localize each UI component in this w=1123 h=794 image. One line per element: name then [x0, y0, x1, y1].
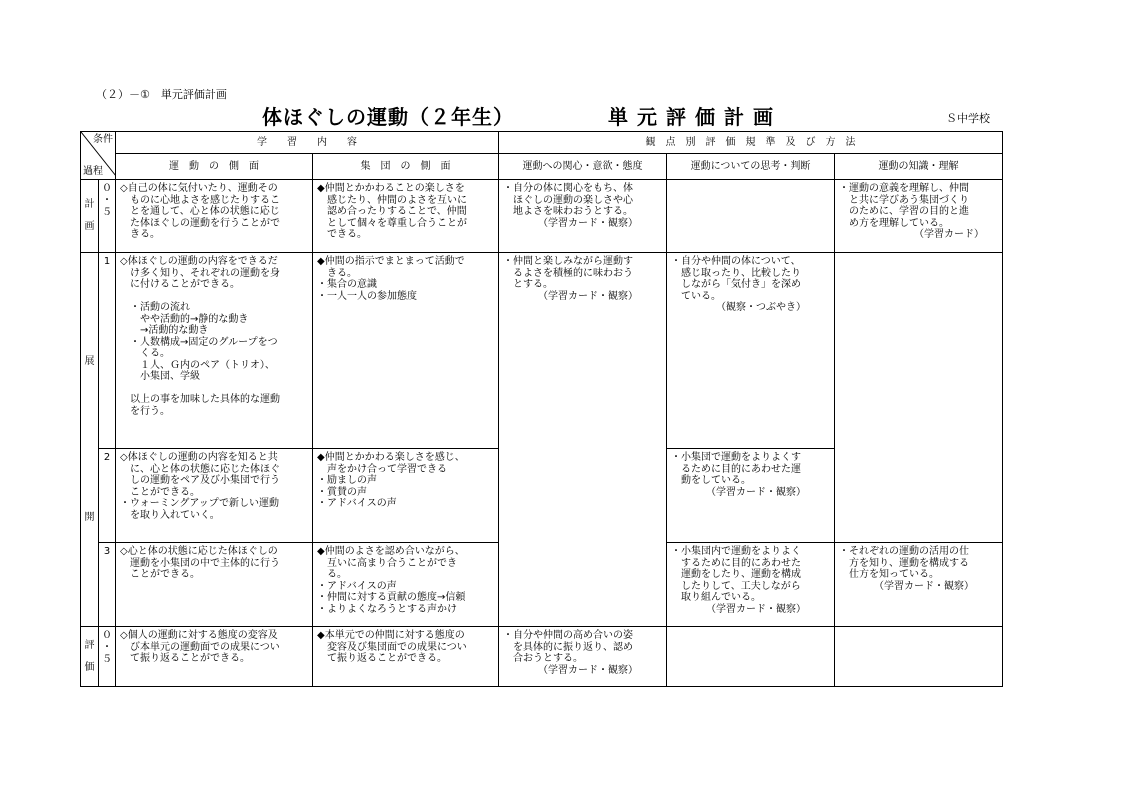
dev3-thinking-cell: ・小集団内で運動をよりよく するために目的にあわせた 運動をしたり、運動を構成 したりして、工夫しながら 取り組んでいる。 （学習カード・観察） [667, 543, 835, 627]
group-aspect-header: 集 団 の 側 面 [313, 154, 499, 180]
plan-title: 単元評価計画 [608, 105, 782, 129]
dev3-group-cell: ◆仲間のよさを認め合いながら、 互いに高まり合うことができ る。 ・アドバイスの声 ・仲間に対する貢献の態度→信頼 ・よりよくなろうとする声かけ [313, 543, 499, 627]
hour-2: 2 [99, 449, 116, 543]
thinking-header: 運動についての思考・判断 [667, 154, 835, 180]
dev3-motion-cell: ◇心と体の状態に応じた体ほぐしの 運動を小集団の中で主体的に行う ことができる。 [116, 543, 313, 627]
hour-plan: ０ ・ ５ [99, 180, 116, 253]
dev3-knowledge-cell: ・それぞれの運動の活用の仕 方を知り、運動を構成する 仕方を知っている。 （学習カード・観察） [835, 543, 1003, 627]
phase-evaluation: 評 価 [81, 627, 99, 687]
hour-eval: ０ ・ ５ [99, 627, 116, 687]
knowledge-header: 運動の知識・理解 [835, 154, 1003, 180]
corner-label-condition: 条件 [93, 134, 113, 145]
plan-knowledge-cell: ・運動の意義を理解し、仲間 と共に学びあう集団づくり のために、学習の目的と進 め方を理解している。 （学習カード） [835, 180, 1003, 253]
corner-header [81, 132, 116, 180]
dev1-motion-cell: ◇体ほぐしの運動の内容をできるだ け多く知り、それぞれの運動を身 に付けることができる。 ・活動の流れ やや活動的→静的な動き →活動的な動き ・人数構成→固定のグループをつ くる。 １人、Ｇ内のペア（トリオ）、 小集団、学級 以上の事を加味した具体的な運動 を行う。 [116, 253, 313, 449]
eval-motion-cell: ◇個人の運動に対する態度の変容及 び本単元の運動面での成果につい て振り返ることができる。 [116, 627, 313, 687]
phase-development: 展 開 [81, 253, 99, 627]
dev1-thinking-cell: ・自分や仲間の体について、 感じ取ったり、比較したり しながら「気付き」を深め ている。 （観察・つぶやき） [667, 253, 835, 449]
dev2-motion-cell: ◇体ほぐしの運動の内容を知ると共 に、心と体の状態に応じた体ほぐ しの運動をペア及び小集団で行う ことができる。 ・ウォーミングアップで新しい運動 を取り入れていく。 [116, 449, 313, 543]
unit-title: 体ほぐしの運動（２年生） [262, 105, 514, 129]
learning-content-header: 学 習 内 容 [116, 132, 499, 154]
plan-group-cell: ◆仲間とかかわることの楽しさを 感じたり、仲間のよさを互いに 認め合ったりすることで、仲間 として個々を尊重し合うことが できる。 [313, 180, 499, 253]
evaluation-criteria-header: 観 点 別 評 価 規 準 及 び 方 法 [499, 132, 1003, 154]
plan-interest-cell: ・自分の体に関心をもち、体 ほぐしの運動の楽しさや心 地よさを味わおうとする。 （学習カード・観察） [499, 180, 667, 253]
dev12-knowledge-cell [835, 253, 1003, 543]
corner-label-process: 過程 [83, 165, 103, 177]
dev2-thinking-cell: ・小集団で運動をよりよくす るために目的にあわせた運 動をしている。 （学習カード・観察） [667, 449, 835, 543]
plan-motion-cell: ◇自己の体に気付いたり、運動その ものに心地よさを感じたりするこ とを通して、心と体の状態に応じ た体ほぐしの運動を行うことがで きる。 [116, 180, 313, 253]
motion-aspect-header: 運 動 の 側 面 [116, 154, 313, 180]
dev1-group-cell: ◆仲間の指示でまとまって活動で きる。 ・集合の意識 ・一人一人の参加態度 [313, 253, 499, 449]
dev2-group-cell: ◆仲間とかかわる楽しさを感じ、 声をかけ合って学習できる ・励ましの声 ・賞賛の声 ・アドバイスの声 [313, 449, 499, 543]
section-number: （２）－① 単元評価計画 [96, 88, 227, 101]
dev-interest-cell: ・仲間と楽しみながら運動す るよさを積極的に味わおう とする。 （学習カード・観察） [499, 253, 667, 627]
eval-knowledge-cell [835, 627, 1003, 687]
eval-interest-cell: ・自分や仲間の高め合いの姿 を具体的に振り返り、認め 合おうとする。 （学習カード・観察） [499, 627, 667, 687]
school-name: Ｓ中学校 [946, 112, 990, 125]
hour-3: 3 [99, 543, 116, 627]
hour-1: 1 [99, 253, 116, 449]
phase-plan: 計 画 [81, 180, 99, 253]
plan-thinking-cell [667, 180, 835, 253]
eval-group-cell: ◆本単元での仲間に対する態度の 変容及び集団面での成果につい て振り返ることができる。 [313, 627, 499, 687]
eval-thinking-cell [667, 627, 835, 687]
interest-header: 運動への関心・意欲・態度 [499, 154, 667, 180]
evaluation-plan-table [80, 131, 1003, 687]
